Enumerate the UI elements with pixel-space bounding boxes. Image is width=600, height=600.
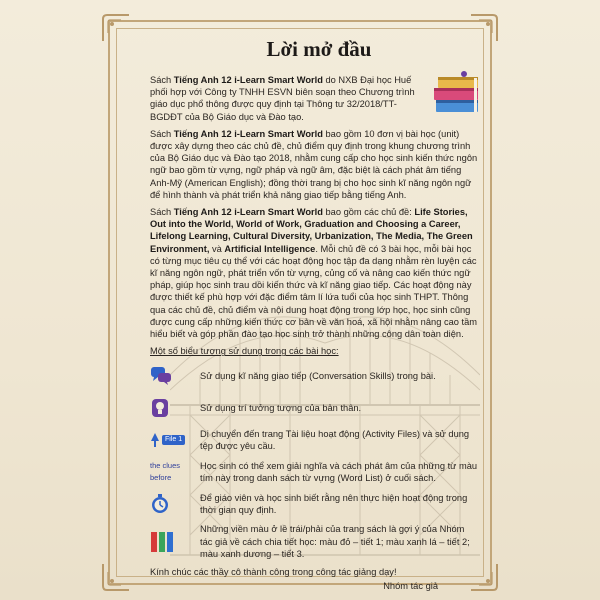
color-columns-icon [150, 529, 192, 555]
legend-text: Những viền màu ở lề trái/phải của trang sách là gợi ý của Nhóm tác giả về cách chia tiết học: màu đỏ – tiết 1; màu xanh lá – tiết 2; màu xanh dương – tiết 3. [200, 524, 470, 559]
intro-paragraph-3: Sách Tiếng Anh 12 i-Learn Smart World bao gồm các chủ đề: Life Stories, Out into the World, World of Work, Graduation and Choosing a Career, Lifelong Learning, Cultural Diversity, Urbanization, The Media, The Green Environment, và Artificial Intelligence. Mỗi chủ đề có 3 bài học, mỗi bài học có từng mục tiêu cụ thể với các hoạt động học tập đa dạng nhằm rèn luyện các kĩ năng ngôn ngữ, phát triển vốn từ vựng, củng cố và nâng cao kiến thức ngữ pháp, giúp học sinh trau dồi kiến thức và kĩ năng giao tiếp. Các hoạt động này được thiết kế phù hợp với đặc điểm tâm lí lứa tuổi của học sinh THPT. Thông qua các chủ đề, chủ điểm và nội dung hoạt động trong lớp học, học sinh cũng được cung cấp những kiến thức cơ bản về văn hoá, xã hội nhằm nâng cao tầm hiểu biết và góp phần đào tạo học sinh trở thành những công dân toàn diện. [150, 207, 478, 340]
word-list-sample: the clues before [150, 461, 181, 483]
legend-text: Học sinh có thể xem giải nghĩa và cách phát âm của những từ màu tím này trong danh sách từ vựng (Word List) ở cuối sách. [200, 461, 478, 484]
icons-legend-heading: Một số biểu tượng sử dụng trong các bài học: [150, 346, 339, 357]
stopwatch-icon [150, 491, 192, 517]
legend-text: Sử dụng kĩ năng giao tiếp (Conversation Skills) trong bài. [200, 371, 436, 382]
book-title: Tiếng Anh 12 i-Learn Smart World [173, 75, 323, 85]
book-title: Tiếng Anh 12 i-Learn Smart World [173, 207, 323, 218]
corner-ornament-icon [101, 562, 131, 592]
icons-legend [150, 363, 478, 560]
page-title: Lời mở đầu [266, 37, 372, 61]
legend-item-word-list [150, 459, 478, 485]
corner-ornament-icon [101, 13, 131, 43]
word-list-icon [150, 459, 192, 485]
activity-file-icon [150, 427, 192, 453]
preface-content [150, 36, 478, 592]
legend-item-conversation [150, 363, 478, 389]
legend-text: Di chuyển đến trang Tài liệu hoạt động (Activity Files) và sử dụng tệp được yêu cầu. [200, 429, 470, 452]
speech-bubbles-icon [150, 363, 192, 389]
legend-text: Sử dụng trí tưởng tượng của bản thân. [200, 403, 362, 414]
signature: Nhóm tác giả [383, 581, 438, 592]
books-stack-icon [432, 70, 482, 116]
thinking-head-icon [150, 395, 192, 421]
closing-line: Kính chúc các thầy cô thành công trong công tác giảng dạy! [150, 567, 397, 578]
file-badge: File 1 [162, 435, 185, 445]
legend-item-time-limit [150, 491, 478, 517]
legend-text: Để giáo viên và học sinh biết rằng nên thực hiện hoạt động trong thời gian quy định. [200, 493, 468, 516]
book-title: Tiếng Anh 12 i-Learn Smart World [173, 128, 323, 139]
legend-item-activity-files [150, 427, 478, 453]
legend-item-color-margins [150, 523, 478, 560]
intro-paragraph-1: Sách Tiếng Anh 12 i-Learn Smart World do NXB Đại học Huế phối hợp với Công ty TNHH ESVN biên soạn theo Chương trình giáo dục phổ thông được quy định tại Thông tư 32/2018/TT-BGDĐT của Bộ Giáo dục và Đào tạo. [150, 75, 415, 122]
legend-item-imagination [150, 395, 478, 421]
intro-paragraph-2: Sách Tiếng Anh 12 i-Learn Smart World bao gồm 10 đơn vị bài học (unit) được xây dựng theo các chủ đề, chủ điểm quy định trong khung chương trình của Bộ Giáo dục và Đào tạo 2018, nhằm cung cấp cho học sinh kiến thức ngôn ngữ bao gồm từ vựng, ngữ pháp và ngữ âm, đặc biệt là cách phát âm tiếng Anh-Mỹ (American English); đồng thời trang bị cho học sinh kĩ năng ngôn ngữ để hình thành và phát triển khả năng giao tiếp bằng tiếng Anh. [150, 128, 478, 200]
topics-list: Life Stories, Out into the World, World of Work, Graduation and Choosing a Career, Lifelong Learning, Cultural Diversity, Urbanization, The Media, The Green Environment, [150, 207, 473, 254]
last-topic: Artificial Intelligence [224, 243, 316, 254]
